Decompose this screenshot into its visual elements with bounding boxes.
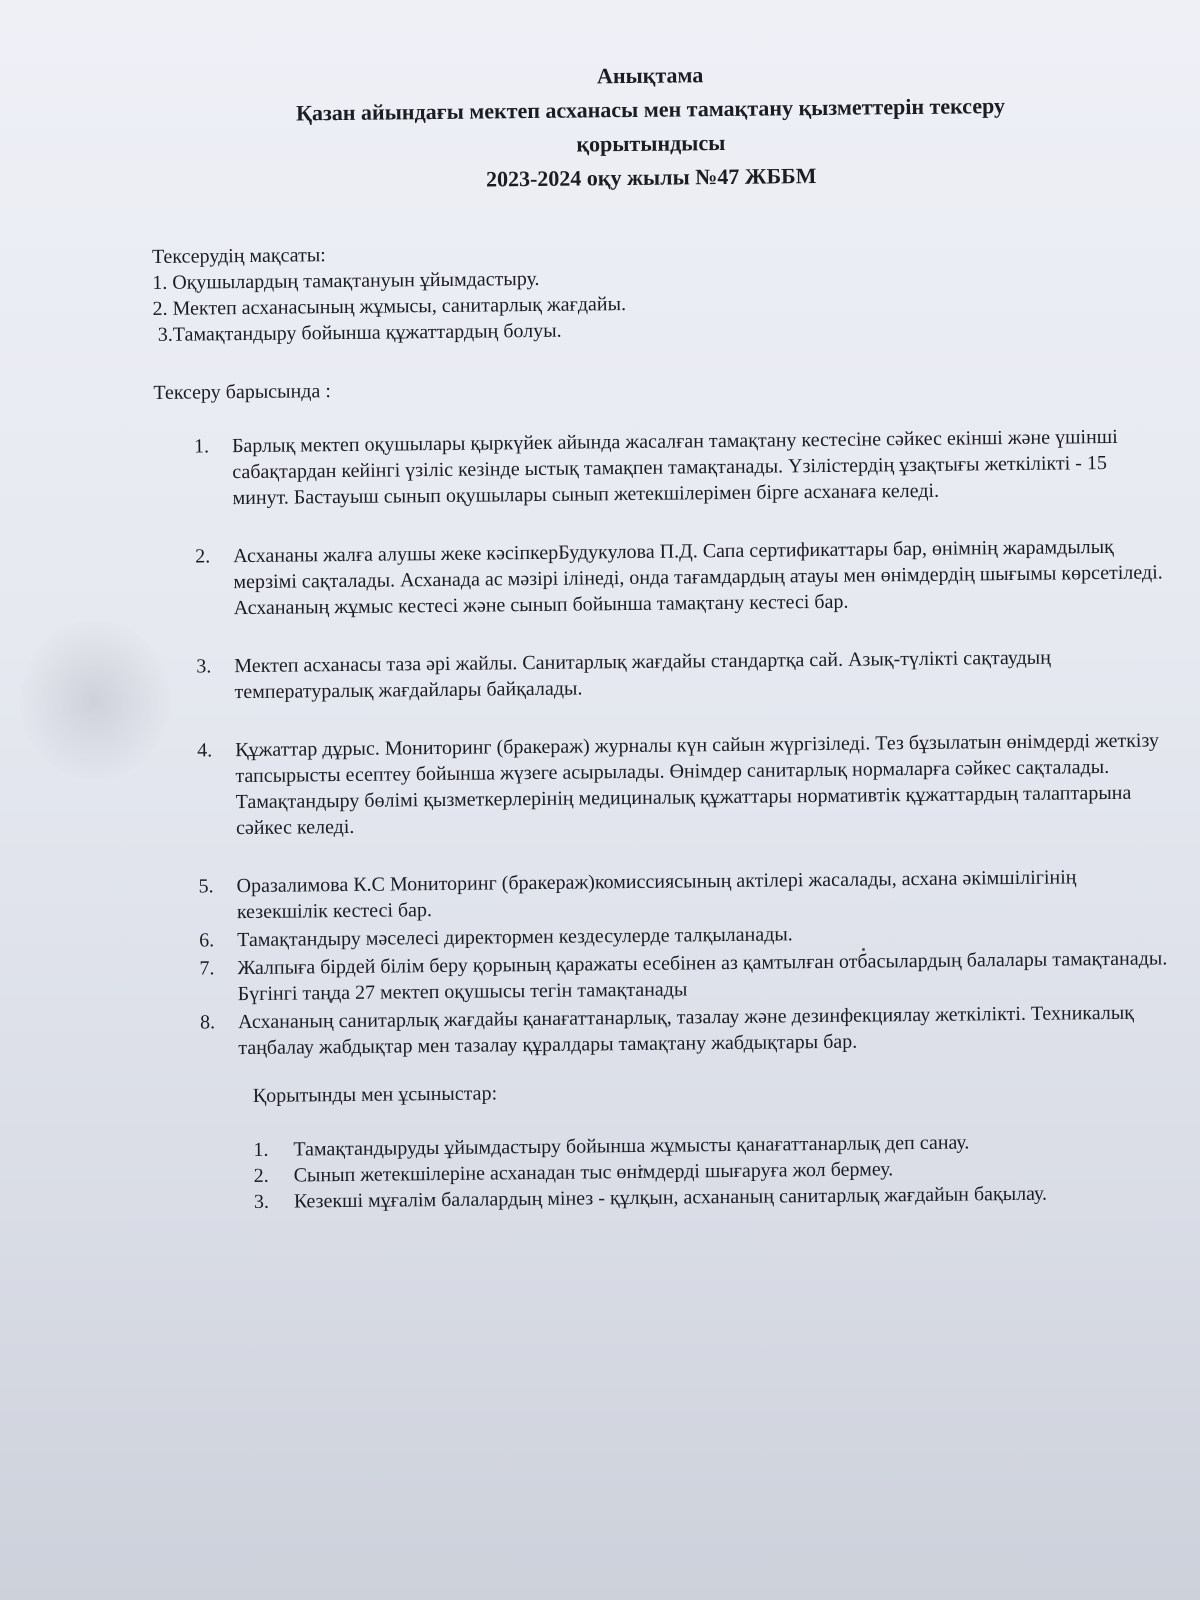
finding-number: 1. <box>193 435 210 458</box>
finding-item <box>156 643 1166 706</box>
finding-text: Асхананың санитарлық жағдайы қанағаттанарлық, тазалау және дезинфекциялау жеткілікті. Техникалық таңбалау жабдықтар мен тазалау құралдары тамақтану жабдықтары бар. <box>237 1001 1135 1060</box>
finding-item <box>157 727 1168 842</box>
finding-number: 5. <box>198 875 214 898</box>
goal-item: 3.Тамақтандыру бойынша құжаттардың болуы. <box>152 319 562 346</box>
recommendation-number: 1. <box>253 1138 269 1161</box>
recommendation-text: Сынып жетекшілеріне асханадан тыс өнімдерді шығаруға жол бермеу. <box>293 1158 894 1187</box>
goals-section <box>152 233 1163 348</box>
finding-text: Мектеп асханасы таза әрі жайлы. Санитарлық жағдайы стандартқа сай. Азық-түлікті сақтаудың температуралық жағдайлары байқалады. <box>234 646 1051 704</box>
document-subtitle-line-2: қорытындысы <box>576 129 726 157</box>
document-title: Анықтама <box>596 62 704 89</box>
finding-text: Жалпыға бірдей білім беру қорының қаражаты есебінен аз қамтылған отбасылардың балалары тамақтанады. Бүгінгі таңда 27 мектеп оқушысы тегін тамақтанады <box>237 947 1168 1006</box>
document-subtitle-line-3: 2023-2024 оқу жылы №47 ЖББМ <box>485 163 817 192</box>
progress-title: Тексеру барысында : <box>153 380 331 404</box>
recommendation-number: 2. <box>253 1164 269 1187</box>
finding-number: 3. <box>196 655 212 678</box>
goal-item: 2. Мектеп асханасының жұмысы, санитарлық жағдайы. <box>152 293 627 320</box>
finding-text: Тамақтандыру мәселесі директормен кездесулерде талқыланады. <box>237 923 793 952</box>
finding-item <box>154 423 1165 512</box>
finding-text: Асхананы жалға алушы жеке кәсіпкерБудукулова П.Д. Сапа сертификаттары бар, өнімнің жарамдылық мерзімі сақталады. Асханада ас мәзірі ілінеді, онда тағамдардың атауы мен өнімдердің шығымы көрсетіледі. Асхананың жұмыс кестесі және сынып бойынша тамақтану кестесі бар. <box>233 535 1163 620</box>
finding-number: 7. <box>199 957 215 980</box>
finding-number: 2. <box>195 545 211 568</box>
paper-smudge <box>20 620 170 780</box>
finding-number: 8. <box>199 1011 216 1034</box>
finding-item <box>158 863 1168 926</box>
finding-number: 6. <box>199 929 215 952</box>
finding-item <box>159 945 1169 1008</box>
conclusions-title: Қорытынды мен ұсыныстар: <box>252 1082 498 1107</box>
recommendation-text: Кезекші мұғалім балалардың мінез - құлқын, асхананың санитарлық жағдайын бақылау. <box>293 1182 1048 1213</box>
finding-number: 4. <box>197 739 213 762</box>
recommendation-number: 3. <box>253 1190 270 1213</box>
finding-text: Барлық мектеп оқушылары қыркүйек айында жасалған тамақтану кестесіне сәйкес екінші және үшінші сабақтардан кейінгі үзіліс кезінде ыстық тамақпен тамақтанады. Үзілістердің ұзақтығы жеткілікті - 15 минут. Бастауыш сынып оқушылары сынып жетекшілерімен бірге асханаға келеді. <box>231 425 1118 510</box>
finding-text: Құжаттар дұрыс. Мониторинг (бракераж) журналы күн сайын жүргізіледі. Тез бұзылатын өнімдерді жеткізу тапсырысты есептеу бойынша жүзеге асырылады. Өнімдер санитарлық нормаларға сәйкес сақталады. Тамақтандыру бөлімі қызметкерлерінің медициналық құжаттары нормативтік құжаттардың талаптарына сәйкес келеді. <box>235 729 1160 840</box>
finding-item <box>155 533 1166 622</box>
recommendations-list <box>161 1127 1172 1216</box>
recommendation-text: Тамақтандыруды ұйымдастыру бойынша жұмысты қанағаттанарлық деп санау. <box>293 1131 970 1161</box>
goal-item: 1. Оқушылардың тамақтануын ұйымдастыру. <box>152 267 540 294</box>
finding-item <box>160 999 1170 1062</box>
document-header <box>140 53 1161 200</box>
goals-title: Тексерудің мақсаты: <box>151 244 326 268</box>
document-page <box>150 53 1172 1216</box>
document-subtitle-line-1: Қазан айындағы мектеп асханасы мен тамақтану қызметтерін тексеру <box>295 93 1006 126</box>
finding-text: Оразалимова К.С Мониторинг (бракераж)комиссиясының актілері жасалады, асхана әкімшілігінің кезекшілік кестесі бар. <box>236 866 1077 924</box>
findings-list <box>154 423 1171 1062</box>
